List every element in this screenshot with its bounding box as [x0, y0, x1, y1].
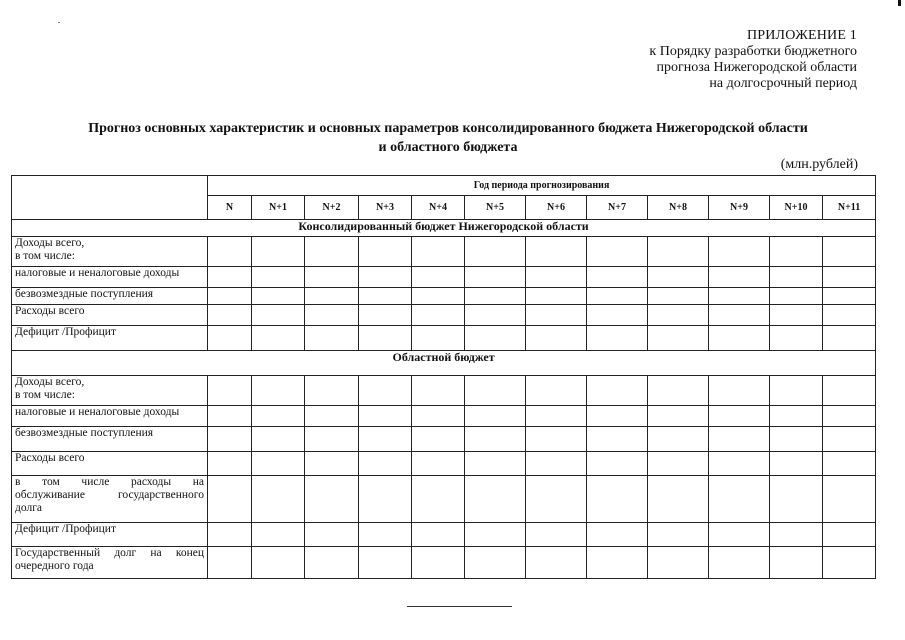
value-cell — [412, 288, 465, 305]
value-cell — [709, 427, 770, 452]
value-cell — [587, 267, 648, 288]
table-row — [12, 406, 876, 427]
value-cell — [709, 326, 770, 351]
row-label-line: безвозмездные поступления — [15, 427, 154, 439]
value-cell — [252, 523, 305, 547]
value-cell — [465, 326, 526, 351]
value-cell — [770, 523, 823, 547]
value-cell — [359, 523, 412, 547]
appendix-line: прогноза Нижегородской области — [656, 60, 857, 75]
value-cell — [770, 427, 823, 452]
row-label — [12, 305, 208, 326]
value-cell — [823, 326, 876, 351]
value-cell — [526, 237, 587, 267]
row-label-line: обслуживание государственного — [15, 489, 204, 501]
value-cell — [412, 376, 465, 406]
value-cell — [412, 305, 465, 326]
value-cell — [709, 376, 770, 406]
value-cell — [709, 267, 770, 288]
value-cell — [709, 305, 770, 326]
value-cell — [305, 476, 359, 523]
row-label-line: безвозмездные поступления — [15, 288, 154, 300]
value-cell — [770, 376, 823, 406]
row-label-line: Доходы всего, — [15, 237, 85, 249]
value-cell — [252, 376, 305, 406]
value-cell — [770, 476, 823, 523]
value-cell — [465, 523, 526, 547]
value-cell — [648, 237, 709, 267]
year-header: N+6 — [526, 196, 587, 220]
value-cell — [208, 452, 252, 476]
value-cell — [709, 237, 770, 267]
value-cell — [526, 452, 587, 476]
row-label-line: в том числе расходы на — [15, 476, 204, 488]
value-cell — [465, 288, 526, 305]
row-label-line: Дефицит /Профицит — [15, 523, 116, 535]
year-header: N+11 — [823, 196, 876, 220]
value-cell — [823, 305, 876, 326]
value-cell — [823, 547, 876, 579]
table-row — [12, 523, 876, 547]
value-cell — [208, 326, 252, 351]
table-row — [12, 267, 876, 288]
value-cell — [823, 267, 876, 288]
value-cell — [770, 406, 823, 427]
value-cell — [208, 427, 252, 452]
value-cell — [359, 427, 412, 452]
section-title: Консолидированный бюджет Нижегородской области — [12, 220, 876, 237]
value-cell — [709, 406, 770, 427]
value-cell — [305, 305, 359, 326]
document-title — [10, 119, 886, 157]
value-cell — [465, 427, 526, 452]
value-cell — [648, 376, 709, 406]
value-cell — [412, 523, 465, 547]
value-cell — [359, 376, 412, 406]
value-cell — [465, 376, 526, 406]
value-cell — [305, 547, 359, 579]
row-label — [12, 376, 208, 406]
value-cell — [208, 406, 252, 427]
value-cell — [252, 267, 305, 288]
value-cell — [412, 547, 465, 579]
table-row — [12, 326, 876, 351]
section-row — [12, 220, 876, 237]
value-cell — [208, 288, 252, 305]
value-cell — [709, 452, 770, 476]
value-cell — [823, 288, 876, 305]
row-label-line: Расходы всего — [15, 305, 85, 317]
appendix-line: к Порядку разработки бюджетного — [649, 44, 857, 59]
row-label — [12, 476, 208, 523]
value-cell — [359, 547, 412, 579]
value-cell — [305, 237, 359, 267]
table-row — [12, 237, 876, 267]
value-cell — [587, 406, 648, 427]
value-cell — [587, 476, 648, 523]
value-cell — [770, 305, 823, 326]
row-label — [12, 427, 208, 452]
year-header: N — [208, 196, 252, 220]
value-cell — [359, 406, 412, 427]
value-cell — [770, 288, 823, 305]
value-cell — [252, 237, 305, 267]
value-cell — [305, 288, 359, 305]
value-cell — [648, 288, 709, 305]
value-cell — [252, 406, 305, 427]
document-title-line: Прогноз основных характеристик и основных параметров консолидированного бюджета Нижегородской области — [88, 121, 808, 136]
row-label — [12, 267, 208, 288]
value-cell — [465, 305, 526, 326]
value-cell — [709, 523, 770, 547]
value-cell — [252, 427, 305, 452]
value-cell — [208, 267, 252, 288]
value-cell — [648, 267, 709, 288]
section-title: Областной бюджет — [12, 351, 876, 376]
value-cell — [359, 237, 412, 267]
value-cell — [770, 267, 823, 288]
footer-line — [407, 606, 512, 607]
table-row — [12, 376, 876, 406]
value-cell — [648, 305, 709, 326]
value-cell — [305, 523, 359, 547]
value-cell — [526, 523, 587, 547]
value-cell — [648, 523, 709, 547]
value-cell — [587, 523, 648, 547]
value-cell — [526, 326, 587, 351]
value-cell — [823, 452, 876, 476]
value-cell — [359, 267, 412, 288]
year-header: N+4 — [412, 196, 465, 220]
value-cell — [648, 326, 709, 351]
value-cell — [770, 326, 823, 351]
period-header: Год периода прогнозирования — [208, 176, 876, 196]
value-cell — [305, 452, 359, 476]
row-label — [12, 406, 208, 427]
table-row — [12, 305, 876, 326]
value-cell — [823, 376, 876, 406]
value-cell — [208, 237, 252, 267]
value-cell — [823, 406, 876, 427]
table-row — [12, 288, 876, 305]
value-cell — [305, 406, 359, 427]
value-cell — [526, 267, 587, 288]
header-row-period — [12, 176, 876, 196]
table-row — [12, 547, 876, 579]
section-row — [12, 351, 876, 376]
value-cell — [465, 267, 526, 288]
value-cell — [587, 237, 648, 267]
value-cell — [252, 452, 305, 476]
value-cell — [412, 452, 465, 476]
value-cell — [709, 476, 770, 523]
row-label-line: в том числе: — [15, 389, 75, 401]
value-cell — [305, 326, 359, 351]
value-cell — [587, 326, 648, 351]
value-cell — [648, 452, 709, 476]
value-cell — [208, 305, 252, 326]
table-row — [12, 427, 876, 452]
value-cell — [412, 406, 465, 427]
row-label-line: Государственный долг на конец — [15, 547, 204, 559]
row-label-line: налоговые и неналоговые доходы — [15, 267, 180, 279]
table-row — [12, 476, 876, 523]
forecast-table — [11, 175, 876, 579]
value-cell — [252, 326, 305, 351]
value-cell — [208, 547, 252, 579]
units-label: (млн.рублей) — [780, 157, 858, 172]
value-cell — [587, 452, 648, 476]
value-cell — [526, 406, 587, 427]
corner-mark — [898, 0, 901, 6]
document-title-line: и областного бюджета — [378, 140, 518, 155]
value-cell — [770, 452, 823, 476]
value-cell — [412, 237, 465, 267]
year-header: N+2 — [305, 196, 359, 220]
year-header: N+3 — [359, 196, 412, 220]
value-cell — [465, 237, 526, 267]
appendix-line: на долгосрочный период — [709, 76, 857, 91]
value-cell — [465, 406, 526, 427]
value-cell — [526, 305, 587, 326]
scan-dot — [58, 22, 60, 23]
value-cell — [823, 523, 876, 547]
year-header: N+9 — [709, 196, 770, 220]
value-cell — [587, 376, 648, 406]
row-label — [12, 237, 208, 267]
value-cell — [359, 476, 412, 523]
row-label — [12, 326, 208, 351]
value-cell — [252, 305, 305, 326]
value-cell — [305, 267, 359, 288]
value-cell — [526, 427, 587, 452]
value-cell — [526, 288, 587, 305]
value-cell — [823, 427, 876, 452]
row-label — [12, 523, 208, 547]
row-label — [12, 288, 208, 305]
value-cell — [648, 406, 709, 427]
value-cell — [412, 427, 465, 452]
appendix-block — [649, 28, 857, 92]
value-cell — [412, 476, 465, 523]
value-cell — [587, 288, 648, 305]
value-cell — [252, 476, 305, 523]
value-cell — [709, 288, 770, 305]
value-cell — [648, 427, 709, 452]
value-cell — [412, 326, 465, 351]
value-cell — [465, 547, 526, 579]
value-cell — [587, 305, 648, 326]
row-label-line: долга — [15, 502, 43, 514]
value-cell — [709, 547, 770, 579]
value-cell — [412, 267, 465, 288]
value-cell — [587, 547, 648, 579]
value-cell — [465, 452, 526, 476]
value-cell — [770, 237, 823, 267]
value-cell — [305, 376, 359, 406]
value-cell — [526, 547, 587, 579]
value-cell — [770, 547, 823, 579]
appendix-title: ПРИЛОЖЕНИЕ 1 — [746, 28, 857, 43]
row-label-line: Доходы всего, — [15, 376, 85, 388]
row-label-line: Дефицит /Профицит — [15, 326, 116, 338]
row-label-line: налоговые и неналоговые доходы — [15, 406, 180, 418]
value-cell — [208, 476, 252, 523]
value-cell — [823, 476, 876, 523]
year-header: N+1 — [252, 196, 305, 220]
year-header: N+5 — [465, 196, 526, 220]
row-label-line: очередного года — [15, 560, 94, 572]
year-header: N+7 — [587, 196, 648, 220]
value-cell — [823, 237, 876, 267]
value-cell — [359, 288, 412, 305]
value-cell — [648, 476, 709, 523]
value-cell — [252, 288, 305, 305]
row-label-line: Расходы всего — [15, 452, 85, 464]
value-cell — [208, 376, 252, 406]
table-row — [12, 452, 876, 476]
value-cell — [359, 326, 412, 351]
value-cell — [526, 376, 587, 406]
value-cell — [359, 452, 412, 476]
row-label — [12, 547, 208, 579]
row-label — [12, 452, 208, 476]
value-cell — [305, 427, 359, 452]
value-cell — [587, 427, 648, 452]
value-cell — [208, 523, 252, 547]
value-cell — [526, 476, 587, 523]
row-label-line: в том числе: — [15, 250, 75, 262]
value-cell — [359, 305, 412, 326]
value-cell — [252, 547, 305, 579]
header-empty-cell — [12, 176, 208, 220]
year-header: N+10 — [770, 196, 823, 220]
value-cell — [648, 547, 709, 579]
value-cell — [465, 476, 526, 523]
year-header: N+8 — [648, 196, 709, 220]
